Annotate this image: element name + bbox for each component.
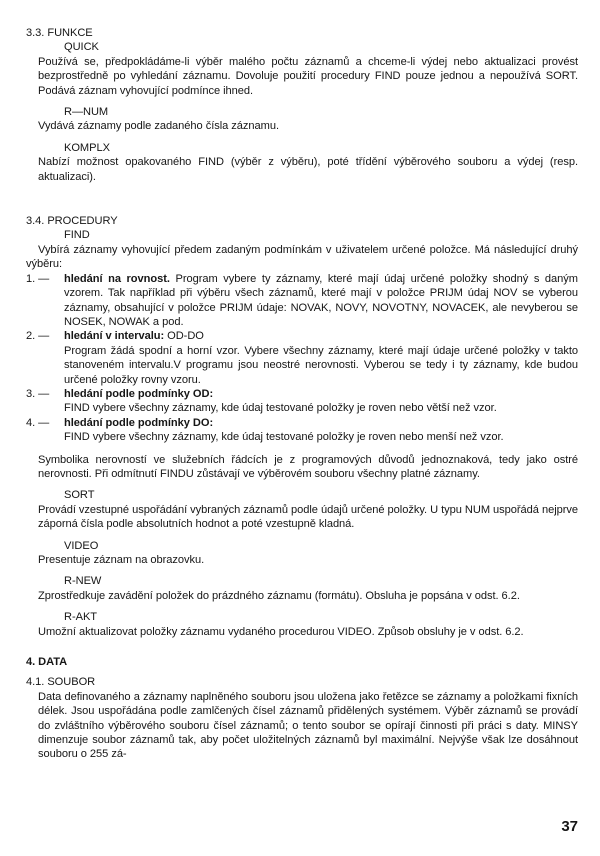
list-item: [26, 329, 578, 387]
paragraph-r-akt: Umožní aktualizovat položky záznamu vydaného procedurou VIDEO. Způsob obsluhy je v odst. 6.2.: [38, 625, 524, 638]
section-heading-3-4: 3.4. PROCEDURY: [26, 215, 118, 228]
list-item: [26, 416, 578, 445]
subheading-komplx: KOMPLX: [64, 141, 110, 154]
section-heading-4-1: 4.1. SOUBOR: [26, 676, 96, 689]
page-number: 37: [561, 818, 578, 835]
paragraph-r-new: Zprostředkuje zavádění položek do prázdného záznamu (formátu). Obsluha je popsána v odst. 6.2.: [38, 589, 520, 602]
subheading-r-num: R—NUM: [64, 106, 109, 119]
section-heading-3-3: 3.3. FUNKCE: [26, 27, 93, 39]
list-item-heading: hledání podle podmínky DO:: [64, 416, 214, 429]
list-item-heading: hledání v intervalu:: [64, 330, 165, 343]
list-item-number: 1. —: [26, 272, 50, 285]
paragraph-soubor: Data definovaného a záznamy naplněného souboru jsou uložena jako řetězce se záznamy a položkami fixních délek. Jsou uspořádána podle zamlčených čísel záznamů přidělených systémem. Výběr záznamů se provádí do zvláštního výběrového souboru čísel záznamů; o tento soubor se opírají činnosti při práci s daty. MINSY dimenzuje soubor záznamů tak, aby počet uložitelných záznamů byl maximální. Nejvýše však lze dosáhnout souboru o 255 zá-: [38, 690, 578, 761]
list-item-number: 4. —: [26, 416, 50, 429]
paragraph-video: Presentuje záznam na obrazovku.: [38, 554, 205, 566]
list-item-text: Program vybere ty záznamy, které mají údaj určené položky shodný s daným vzorem. Tak například při výběru všech záznamů, které mají v položce PRIJM údaj NOV se vyberou záznamy, obsahující v položce PRIJM údaje: NOVAK, NOVY, NOVOTNY, NOVACEK, ale nevyberou se NOSEK, NOWAK a pod.: [64, 272, 578, 328]
subheading-r-new: R-NEW: [64, 575, 102, 588]
subheading-quick: QUICK: [64, 41, 99, 54]
list-item-text: Program žádá spodní a horní vzor. Vybere všechny záznamy, které mají údaje určené položky v takto stanoveném intervalu.V programu jsou neostré nerovnosti. Vyberou se tedy i ty záznamy, kde budou určené položky rovny vzoru.: [64, 344, 578, 386]
document-page: [26, 26, 578, 762]
paragraph-find-intro: Vybírá záznamy vyhovující předem zadaným podmínkám v uživatelem určené položce. Má následující druhý výběru:: [26, 243, 578, 271]
section-heading-4: 4. DATA: [26, 656, 68, 669]
list-item-number: 2. —: [26, 330, 50, 343]
subheading-r-akt: R-AKT: [64, 611, 98, 624]
subheading-find: FIND: [64, 229, 90, 242]
paragraph-sort: Provádí vzestupné uspořádání vybraných záznamů podle údajů určené položky. U typu NUM uspořádá nejprve záporná čísla podle absolutních hodnot a poté vzestupně kladná.: [38, 503, 578, 531]
subheading-video: VIDEO: [64, 539, 99, 552]
paragraph-komplx: Nabízí možnost opakovaného FIND (výběr z výběru), poté třídění výběrového souboru a výdej (resp. aktualizaci).: [38, 156, 578, 183]
list-item: [26, 387, 578, 416]
list-item-heading-tail: OD-DO: [164, 330, 204, 343]
paragraph-r-num: Vydává záznamy podle zadaného čísla záznamu.: [38, 120, 279, 133]
list-item: [26, 272, 578, 330]
subheading-sort: SORT: [64, 489, 95, 502]
list-item-heading: hledání na rovnost.: [64, 272, 170, 285]
list-item-number: 3. —: [26, 387, 50, 400]
paragraph-quick: Používá se, předpokládáme-li výběr malého počtu záznamů a chceme-li výdej nebo aktualizaci provést bezprostředně po vyhledání záznamu. Dovoluje použití procedury FIND pouze jednou a nepoužívá SORT. Podává záznam vyhovující podmínce ihned.: [38, 55, 578, 97]
list-item-text: FIND vybere všechny záznamy, kde údaj testované položky je roven nebo větší než vzor.: [64, 402, 497, 415]
list-item-text: FIND vybere všechny záznamy, kde údaj testované položky je roven nebo menší než vzor.: [64, 431, 504, 444]
list-item-heading: hledání podle podmínky OD:: [64, 387, 214, 400]
paragraph-symbolika: Symbolika nerovností ve služebních řádcích je z programových důvodů jednoznaková, tedy jako ostré nerovnosti. Při odmítnutí FINDU zůstávají ve výběrovém souboru všechny platné záznamy.: [38, 453, 578, 480]
